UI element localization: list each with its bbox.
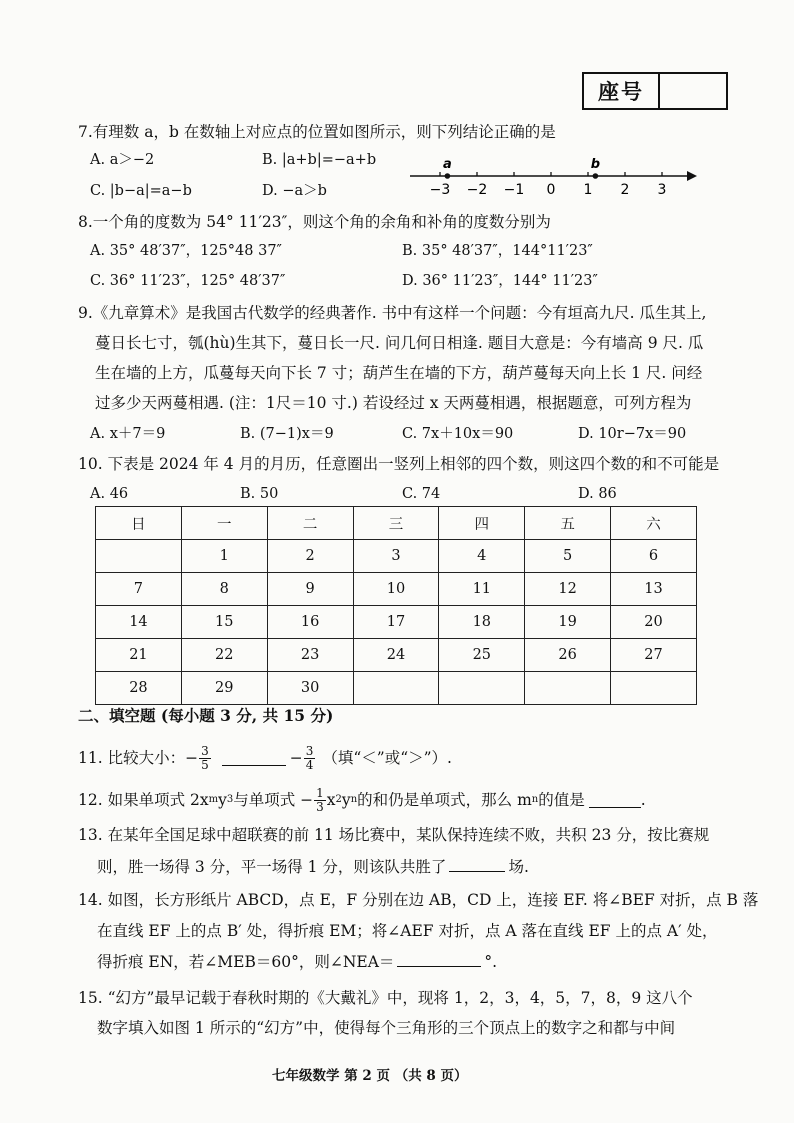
question-9-option-d: D. 10r−7x＝90 — [578, 426, 687, 442]
calendar-header-cell: 六 — [611, 507, 697, 540]
calendar-header-cell: 四 — [439, 507, 525, 540]
number-line-point-label: a — [443, 157, 452, 172]
calendar-day-cell: 14 — [96, 606, 182, 639]
calendar-day-cell: 6 — [611, 540, 697, 573]
calendar-week-row — [96, 540, 697, 573]
calendar-header-row — [96, 507, 697, 540]
calendar-day-cell: 25 — [439, 639, 525, 672]
exponent: n — [531, 794, 539, 805]
question-13-line-1: 13. 在某年全国足球中超联赛的前 11 场比赛中，某队保持连续不败，共积 23 分，按比赛规 — [78, 826, 710, 844]
number-line-tick-label: 3 — [657, 182, 667, 198]
calendar-day-cell: 8 — [181, 573, 267, 606]
calendar-day-cell — [611, 672, 697, 705]
question-12-period: . — [640, 791, 646, 809]
calendar-day-cell: 30 — [267, 672, 353, 705]
april-2024-calendar-table — [95, 506, 697, 705]
question-11-prefix: 11. 比较大小：− — [78, 749, 199, 767]
question-12-tail: 的和仍是单项式，那么 m — [357, 791, 532, 809]
calendar-header-cell: 二 — [267, 507, 353, 540]
question-7-option-d: D. −a＞b — [262, 183, 327, 199]
calendar-day-cell: 11 — [439, 573, 525, 606]
calendar-day-cell: 10 — [353, 573, 439, 606]
question-13-line-2 — [97, 857, 529, 877]
question-9-line-1: 9.《九章算术》是我国古代数学的经典著作. 书中有这样一个问题：今有垣高九尺. 瓜生其上, — [78, 304, 707, 322]
calendar-day-cell: 1 — [181, 540, 267, 573]
calendar-header-cell: 三 — [353, 507, 439, 540]
question-9-option-c: C. 7x＋10x＝90 — [402, 426, 514, 442]
question-9-line-3: 生在墙的上方，瓜蔓每天向下长 7 寸；葫芦生在墙的下方，葫芦蔓每天向上长 1 尺. 问经 — [95, 364, 703, 382]
calendar-week-row — [96, 639, 697, 672]
question-8-option-c: C. 36° 11′23″，125° 48′37″ — [90, 273, 286, 289]
question-14-answer-blank[interactable] — [397, 952, 481, 967]
calendar-day-cell: 20 — [611, 606, 697, 639]
number-line-tick-label: 2 — [620, 182, 630, 198]
calendar-day-cell: 18 — [439, 606, 525, 639]
question-12-answer-blank[interactable] — [589, 793, 641, 808]
question-13-line-2-prefix: 则，胜一场得 3 分，平一场得 1 分，则该队共胜了 — [97, 858, 447, 876]
calendar-day-cell: 21 — [96, 639, 182, 672]
fraction-numerator: 3 — [201, 743, 209, 758]
question-11-answer-blank[interactable] — [222, 751, 286, 766]
number-line-tick-label: −3 — [429, 182, 451, 198]
question-9-option-a: A. x＋7＝9 — [90, 426, 166, 442]
calendar-day-cell — [96, 540, 182, 573]
question-8-option-a: A. 35° 48′37″，125°48 37″ — [90, 243, 282, 259]
seat-label: 座号 — [584, 74, 660, 108]
calendar-day-cell: 9 — [267, 573, 353, 606]
calendar-day-cell: 16 — [267, 606, 353, 639]
calendar-day-cell: 7 — [96, 573, 182, 606]
number-line-point-label: b — [590, 157, 601, 172]
number-line-tick-label: 1 — [583, 182, 593, 198]
calendar-day-cell: 22 — [181, 639, 267, 672]
question-12-end: 的值是 — [538, 791, 585, 809]
calendar-day-cell: 17 — [353, 606, 439, 639]
question-14-line-2: 在直线 EF 上的点 B′ 处，得折痕 EM；将∠AEF 对折，点 A 落在直线 EF 上的点 A′ 处， — [97, 922, 718, 940]
question-12-prefix: 12. 如果单项式 2x — [78, 791, 209, 809]
fraction-denominator: 3 — [316, 799, 324, 814]
question-12 — [78, 780, 646, 820]
variable-y: y — [341, 791, 351, 809]
calendar-header-cell: 日 — [96, 507, 182, 540]
fraction-numerator: 3 — [305, 743, 314, 758]
question-14-line-3 — [97, 952, 497, 972]
question-10-option-a: A. 46 — [90, 486, 129, 502]
exponent: 3 — [226, 794, 234, 805]
variable-x: x — [326, 791, 336, 809]
seat-value-field — [660, 74, 726, 108]
calendar-day-cell — [353, 672, 439, 705]
calendar-day-cell: 26 — [525, 639, 611, 672]
question-8-option-b: B. 35° 48′37″，144°11′23″ — [402, 243, 593, 259]
calendar-day-cell — [525, 672, 611, 705]
number-line-tick-label: 0 — [546, 182, 556, 198]
question-14-line-3-prefix: 得折痕 EN，若∠MEB＝60°，则∠NEA＝ — [97, 953, 395, 971]
calendar-day-cell — [439, 672, 525, 705]
seat-number-box — [582, 72, 728, 110]
fraction-1-3 — [314, 787, 326, 814]
calendar-day-cell: 3 — [353, 540, 439, 573]
question-9-line-4: 过多少天两蔓相遇. (注：1尺＝10 寸.) 若设经过 x 天两蔓相遇，根据题意，可列方程为 — [95, 394, 692, 412]
fraction-numerator: 1 — [316, 785, 324, 800]
calendar-day-cell: 27 — [611, 639, 697, 672]
exponent: m — [208, 794, 219, 805]
number-line-tick-label: −2 — [466, 182, 488, 198]
question-10-option-d: D. 86 — [578, 486, 617, 502]
question-14-line-1: 14. 如图，长方形纸片 ABCD，点 E，F 分别在边 AB，CD 上，连接 EF. 将∠BEF 对折，点 B 落 — [78, 891, 759, 909]
question-13-line-2-suffix: 场. — [508, 858, 529, 876]
question-14-line-3-suffix: °. — [484, 953, 498, 971]
calendar-week-row — [96, 606, 697, 639]
page-footer: 七年级数学 第 2 页 （共 8 页） — [272, 1068, 468, 1084]
calendar-day-cell: 24 — [353, 639, 439, 672]
question-7-option-a: A. a＞−2 — [90, 152, 155, 168]
calendar-day-cell: 4 — [439, 540, 525, 573]
fraction-3-5 — [199, 745, 211, 772]
question-13-answer-blank[interactable] — [449, 857, 505, 872]
number-line-point-a — [445, 173, 451, 179]
question-10-option-b: B. 50 — [240, 486, 279, 502]
calendar-day-cell: 23 — [267, 639, 353, 672]
calendar-day-cell: 5 — [525, 540, 611, 573]
question-11-suffix: （填“＜”或“＞”）. — [322, 749, 452, 767]
fraction-denominator: 4 — [305, 757, 314, 772]
calendar-day-cell: 19 — [525, 606, 611, 639]
number-line-figure — [405, 150, 705, 202]
calendar-day-cell: 15 — [181, 606, 267, 639]
variable-y: y — [218, 791, 227, 809]
section-2-title: 二、填空题 (每小题 3 分, 共 15 分) — [78, 706, 334, 725]
question-7-stem: 7.有理数 a，b 在数轴上对应点的位置如图所示，则下列结论正确的是 — [78, 123, 556, 141]
calendar-day-cell: 29 — [181, 672, 267, 705]
calendar-day-cell: 13 — [611, 573, 697, 606]
question-15-line-2: 数字填入如图 1 所示的“幻方”中，使得每个三角形的三个顶点上的数字之和都与中间 — [97, 1019, 676, 1037]
question-10-option-c: C. 74 — [402, 486, 441, 502]
fraction-denominator: 5 — [201, 757, 209, 772]
exponent: 2 — [335, 794, 342, 805]
calendar-header-cell: 五 — [525, 507, 611, 540]
question-12-mid: 与单项式 − — [233, 791, 314, 809]
exponent: n — [350, 794, 358, 805]
question-8-stem: 8.一个角的度数为 54° 11′23″，则这个角的余角和补角的度数分别为 — [78, 213, 551, 231]
fraction-3-4 — [304, 745, 316, 772]
calendar-week-row — [96, 573, 697, 606]
question-15-line-1: 15. “幻方”最早记载于春秋时期的《大戴礼》中，现将 1，2，3，4，5，7，8，9 这八个 — [78, 989, 693, 1007]
number-line-arrow-icon — [687, 171, 697, 181]
number-line-point-b — [593, 173, 599, 179]
question-7-option-c: C. |b−a|=a−b — [90, 183, 192, 199]
question-8-option-d: D. 36° 11′23″，144° 11′23″ — [402, 273, 598, 289]
question-9-option-b: B. (7−1)x＝9 — [240, 426, 334, 442]
calendar-header-cell: 一 — [181, 507, 267, 540]
calendar-week-row — [96, 672, 697, 705]
question-10-stem: 10. 下表是 2024 年 4 月的月历，任意圈出一竖列上相邻的四个数，则这四个数的和不可能是 — [78, 455, 720, 473]
calendar-day-cell: 28 — [96, 672, 182, 705]
calendar-day-cell: 12 — [525, 573, 611, 606]
number-line-tick-label: −1 — [503, 182, 525, 198]
question-11-minus: − — [289, 749, 303, 767]
calendar-day-cell: 2 — [267, 540, 353, 573]
question-9-line-2: 蔓日长七寸，瓠(hù)生其下，蔓日长一尺. 问几何日相逢. 题目大意是：今有墙高 9 尺. 瓜 — [95, 334, 704, 352]
question-11 — [78, 738, 452, 778]
question-7-option-b: B. |a+b|=−a+b — [262, 152, 377, 168]
